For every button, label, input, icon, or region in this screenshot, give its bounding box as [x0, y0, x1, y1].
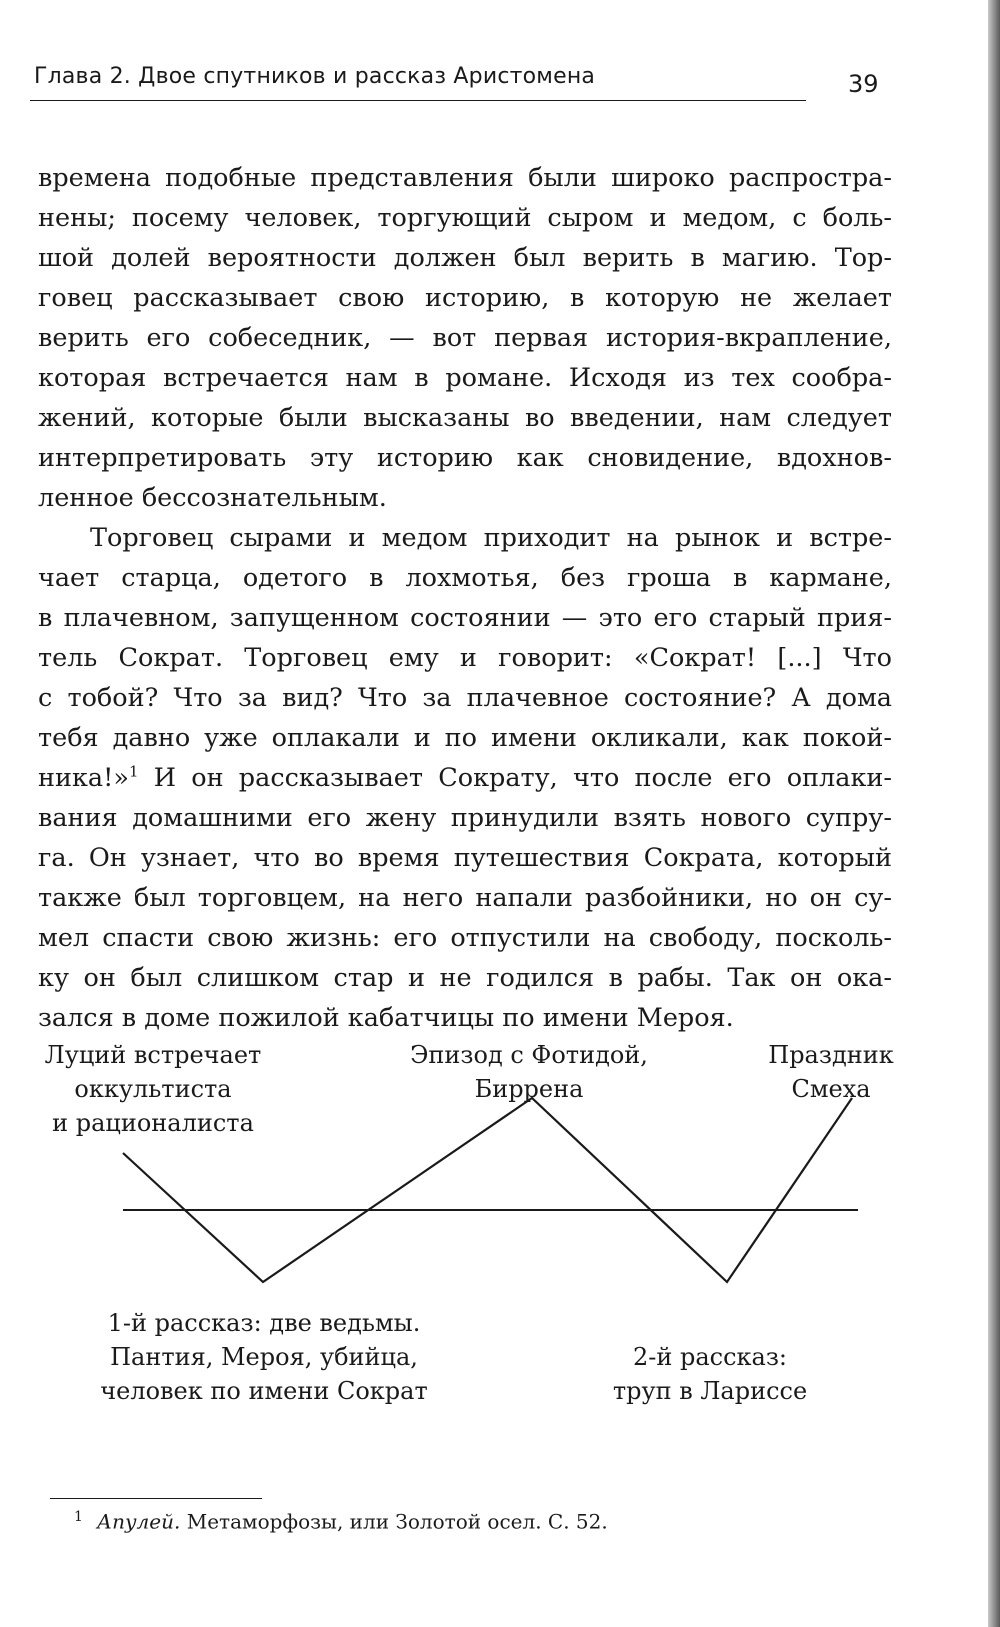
text-line: времена подобные представления были широко распростра- — [38, 163, 892, 193]
text-line: зался в доме пожилой кабатчицы по имени Мероя. — [38, 1003, 734, 1033]
header-rule — [30, 100, 806, 101]
text-line: которая встречается нам в романе. Исходя из тех сообра- — [38, 363, 892, 393]
text-line: нены; посему человек, торгующий сыром и медом, с боль- — [38, 203, 892, 233]
label-line: Праздник — [768, 1041, 894, 1069]
bottom-label-story-1 — [84, 1306, 444, 1408]
label-line: Пантия, Мероя, убийца, — [110, 1343, 418, 1371]
text-line: Торговец сырами и медом приходит на рынок и встре- — [90, 523, 892, 553]
paragraph-1 — [38, 158, 892, 518]
text-line: интерпретировать эту историю как сновидение, вдохнов- — [38, 443, 892, 473]
text-line: ку он был слишком стар и не годился в рабы. Так он ока- — [38, 963, 892, 993]
text-line: в плачевном, запущенном состоянии — это его старый прия- — [38, 603, 892, 633]
text-fragment: И он рассказывает Сократу, что после его оплаки- — [138, 763, 892, 793]
text-line: мел спасти свою жизнь: его отпустили на свободу, посколь- — [38, 923, 892, 953]
footnote-text: Метаморфозы, или Золотой осел. С. 52. — [180, 1509, 608, 1534]
label-line: 1-й рассказ: две ведьмы. — [107, 1309, 421, 1337]
text-line: верить его собеседник, — вот первая история-вкрапление, — [38, 323, 892, 353]
text-line: шой долей вероятности должен был верить в магию. Тор- — [38, 243, 892, 273]
text-line: тель Сократ. Торговец ему и говорит: «Сократ! [...] Что — [38, 643, 892, 673]
label-line: Смеха — [791, 1075, 871, 1103]
story-structure-diagram — [0, 1041, 1000, 1470]
top-label-fotida — [394, 1038, 664, 1106]
bottom-label-story-2 — [590, 1340, 830, 1408]
text-line: говец рассказывает свою историю, в которую не желает — [38, 283, 892, 313]
label-line: и рационалиста — [52, 1109, 254, 1137]
top-label-lucius — [36, 1038, 270, 1140]
footnote-reference: 1 — [128, 762, 139, 781]
footnote-number: 1 — [74, 1509, 83, 1525]
label-line: Луций встречает — [44, 1041, 262, 1069]
label-line: оккультиста — [74, 1075, 232, 1103]
footnote-rule — [50, 1498, 262, 1499]
text-line: чает старца, одетого в лохмотья, без гроша в кармане, — [38, 563, 892, 593]
label-line: 2-й рассказ: — [632, 1343, 788, 1371]
footnote-author: Апулей. — [96, 1509, 181, 1534]
text-line: жений, которые были высказаны во введении, нам следует — [38, 403, 892, 433]
top-label-laughter — [746, 1038, 916, 1106]
text-line: вания домашними его жену принудили взять нового супру- — [38, 803, 892, 833]
text-line: также был торговцем, на него напали разбойники, но он су- — [38, 883, 892, 913]
page-number: 39 — [848, 70, 879, 98]
label-line: труп в Лариссе — [612, 1377, 808, 1405]
running-header-title: Глава 2. Двое спутников и рассказ Аристомена — [34, 64, 596, 89]
text-fragment: ника!» — [38, 763, 129, 793]
text-line: тебя давно уже оплакали и по имени окликали, как покой- — [38, 723, 892, 753]
text-line-with-footnote-ref — [38, 758, 892, 798]
footnote — [74, 1502, 608, 1537]
paragraph-2 — [38, 518, 892, 1038]
text-line: с тобой? Что за вид? Что за плачевное состояние? А дома — [38, 683, 892, 713]
label-line: Эпизод с Фотидой, — [410, 1041, 648, 1069]
label-line: человек по имени Сократ — [100, 1377, 428, 1405]
label-line: Биррена — [474, 1075, 584, 1103]
text-line: га. Он узнает, что во время путешествия Сократа, который — [38, 843, 892, 873]
text-line: ленное бессознательным. — [38, 483, 387, 513]
